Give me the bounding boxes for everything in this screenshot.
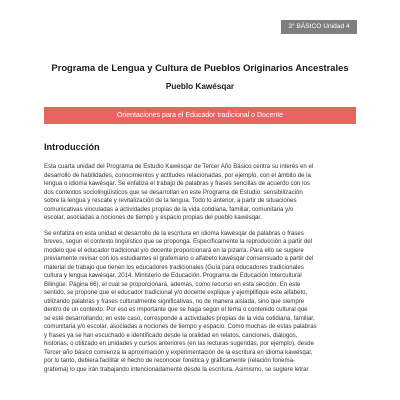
text-line: comunitaria y/o escolar, asociadas a nociones de tiempo y espacio. Como muchas de estas palabras — [44, 323, 317, 330]
text-line: y frases ya se han escuchado e identificado desde la oralidad en relatos, canciones, diálogos, — [44, 331, 298, 339]
text-line: utilizando palabras y frases culturalmente significativas, no de manera aislada, sino que siempre — [44, 297, 305, 305]
text-line: Se enfatiza en esta unidad el desarrollo de la escritura en idioma kawésqar de palabras o frases — [44, 229, 304, 237]
text-line: desarrollo de habilidades, conocimientos y actitudes relacionadas, por ejemplo, con el ámbito de la — [44, 171, 311, 179]
text-line: historias, o utilizado en unidades y cursos anteriores (en las lecturas sugeridas, por ejemplo), desde — [44, 340, 314, 347]
text-line: sobre la lengua y rescate y revitalización de la lengua. Todo lo anterior, a partir de situaciones — [44, 197, 297, 204]
text-line: Esta cuarta unidad del Programa de Estudio Kawésqar de Tercer Año Básico centra su interés en el — [44, 163, 314, 170]
grade-unit-badge: 3° BÁSICO Unidad 4 — [281, 20, 357, 34]
text-line: Bilingüe. Página 66), el cual se proporcionará, además, como recurso en esta sección. En este — [44, 280, 301, 288]
page-subtitle: Pueblo Kawésqar — [165, 82, 235, 91]
paragraph-2 — [44, 230, 356, 375]
text-line: cultura y lengua kawésqar. 2014. Ministerio de Educación. Programa de Educación Intercultural — [44, 272, 302, 279]
text-line: breves, según el contexto lingüístico que se proponga. Específicamente la reproducción a partir del — [44, 238, 312, 245]
body-text — [44, 163, 356, 374]
section-heading: Introducción — [44, 142, 100, 152]
text-line: modelo que el educador tradicional y/o docente proporcionará en la pizarra. Para ello se sugiere — [44, 246, 304, 254]
text-line: comunicativas vinculadas a actividades propias de la vida cotidiana, familiar, comunitaria y/o — [44, 205, 294, 213]
section-banner: Orientaciones para el Educador tradicional o Docente — [44, 107, 356, 124]
text-line: lengua o idioma kawésqar. Se enfatiza el trabajo de palabras y frases sencillas de acuerdo con los — [44, 180, 310, 187]
paragraph-1 — [44, 163, 356, 223]
text-line: previamente revisar con los estudiantes el grafemario o alfabeto kawésqar consensuado a partir del — [44, 255, 314, 262]
text-line: material de trabajo que tienen los educadores tradicionales (Guía para educadores tradicionales — [44, 263, 304, 271]
text-line: grafema) lo que irán trabajando intencionadamente desde la escritura. Asimismo, se sugiere letrar — [44, 365, 309, 373]
text-line: por lo tanto, debiera facilitar el hecho de reconocer fonética y gráficamente (relación fonema- — [44, 357, 295, 364]
page-title: Programa de Lengua y Cultura de Pueblos Originarios Ancestrales — [51, 62, 349, 73]
text-line: sentido, se propone que el educador tradicional y/o docente explique y ejemplifique este alfabeto, — [44, 289, 308, 296]
text-line: dos contextos sociolingüísticos que se desarrollan en este Programa de Estudio: sensibilización — [44, 188, 303, 196]
text-line: Tercer año básico comienza la aproximación y experimentación de la escritura en idioma kawésqar, — [44, 348, 313, 356]
text-line: dentro de un contexto. Por eso es importante que se haga según el tema o contenido cultural que — [44, 306, 308, 313]
text-line: se esté desarrollando; en este caso, corresponde a actividades propias de la vida cotidiana, familiar, — [44, 314, 315, 322]
text-line: escolar, asociadas a nociones de tiempo y espacio propias del pueblo kawésqar. — [44, 214, 262, 221]
